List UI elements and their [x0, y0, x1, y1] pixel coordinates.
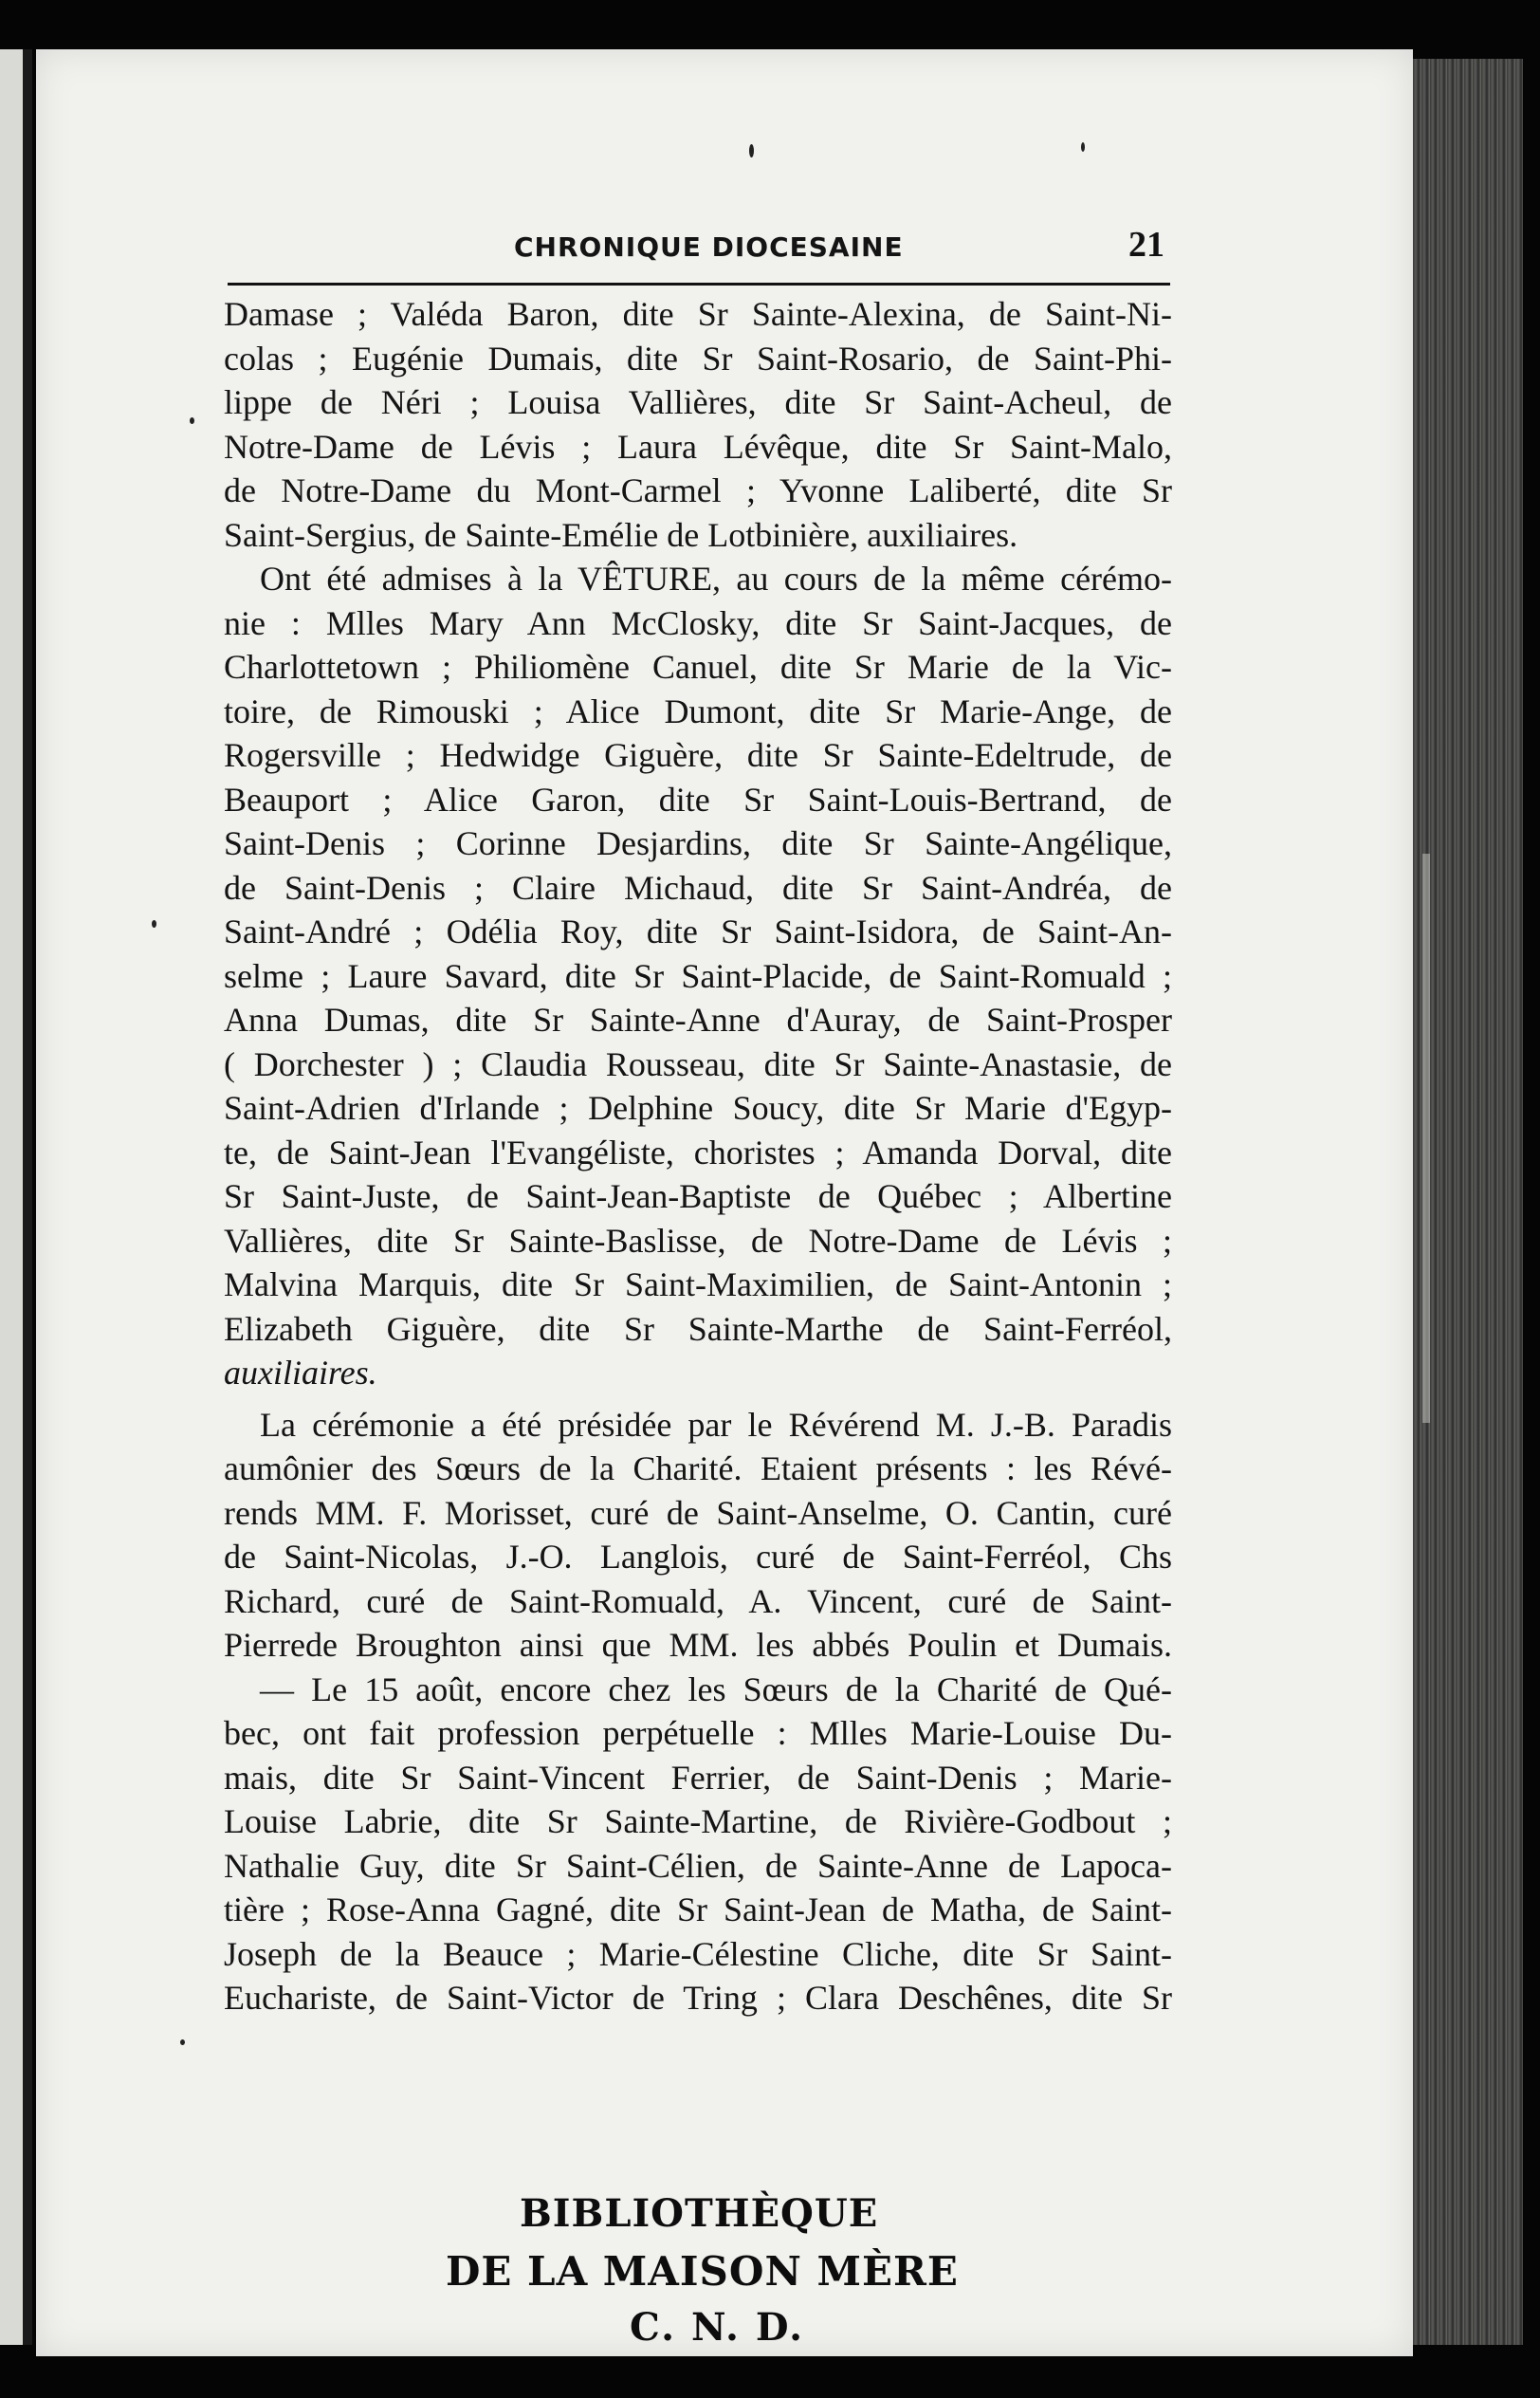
- ink-speck: [180, 2039, 185, 2045]
- text-line: Richard, curé de Saint-Romuald, A. Vincent, curé de Saint-: [224, 1581, 1172, 1620]
- text-line: de Notre-Dame du Mont-Carmel ; Yvonne Laliberté, dite Sr: [224, 471, 1172, 509]
- ink-speck: [1081, 142, 1085, 152]
- text-line: Nathalie Guy, dite Sr Saint-Célien, de Sainte-Anne de Lapoca-: [224, 1846, 1172, 1885]
- text-line: nie : Mlles Mary Ann McClosky, dite Sr Saint-Jacques, de: [224, 603, 1172, 642]
- paragraph-start-line: — Le 15 août, encore chez les Sœurs de la Charité de Qué-: [260, 1669, 1172, 1708]
- text-line: Rogersville ; Hedwidge Giguère, dite Sr Sainte-Edeltrude, de: [224, 736, 1172, 774]
- stamp-line-2: DE LA MAISON MÈRE: [446, 2248, 959, 2295]
- running-header: [228, 216, 1170, 286]
- text-line: Saint-Sergius, de Sainte-Emélie de Lotbinière, auxiliaires.: [224, 515, 1018, 554]
- left-page-edge: [0, 49, 32, 2345]
- text-line: Vallières, dite Sr Sainte-Baslisse, de Notre-Dame de Lévis ;: [224, 1221, 1172, 1260]
- text-line: Charlottetown ; Philiomène Canuel, dite Sr Marie de la Vic-: [224, 648, 1172, 686]
- text-line: bec, ont fait profession perpétuelle : Mlles Marie-Louise Du-: [224, 1714, 1172, 1752]
- paragraph-start-line: Ont été admises à la VÊTURE, au cours de la même cérémo-: [260, 560, 1172, 598]
- text-line: de Saint-Denis ; Claire Michaud, dite Sr Saint-Andréa, de: [224, 868, 1172, 907]
- text-line: Saint-Adrien d'Irlande ; Delphine Soucy, dite Sr Marie d'Egyp-: [224, 1089, 1172, 1127]
- text-line: Damase ; Valéda Baron, dite Sr Sainte-Alexina, de Saint-Ni-: [224, 295, 1172, 333]
- text-line: Anna Dumas, dite Sr Sainte-Anne d'Auray, de Saint-Prosper: [224, 1001, 1172, 1039]
- paragraph-start-line: La cérémonie a été présidée par le Révérend M. J.-B. Paradis: [260, 1405, 1172, 1444]
- text-line: selme ; Laure Savard, dite Sr Saint-Placide, de Saint-Romuald ;: [224, 956, 1172, 995]
- text-line: toire, de Rimouski ; Alice Dumont, dite Sr Marie-Ange, de: [224, 692, 1172, 730]
- text-line: Euchariste, de Saint-Victor de Tring ; Clara Deschênes, dite Sr: [224, 1979, 1172, 2017]
- text-line: Notre-Dame de Lévis ; Laura Lévêque, dite Sr Saint-Malo,: [224, 427, 1172, 466]
- text-line: Malvina Marquis, dite Sr Saint-Maximilien, de Saint-Antonin ;: [224, 1265, 1172, 1303]
- text-line: aumônier des Sœurs de la Charité. Etaient présents : les Révé-: [224, 1449, 1172, 1487]
- ink-speck: [152, 920, 156, 928]
- text-line: ( Dorchester ) ; Claudia Rousseau, dite Sr Sainte-Anastasie, de: [224, 1044, 1172, 1083]
- stamp-line-3: C. N. D.: [630, 2305, 805, 2350]
- page-number: 21: [1128, 225, 1164, 265]
- stamp-line-1: BIBLIOTHÈQUE: [520, 2191, 879, 2236]
- text-line: lippe de Néri ; Louisa Vallières, dite Sr Saint-Acheul, de: [224, 383, 1172, 421]
- page-edge-highlight: [1422, 854, 1430, 1423]
- text-line: tière ; Rose-Anna Gagné, dite Sr Saint-Jean de Matha, de Saint-: [224, 1891, 1172, 1928]
- running-title: CHRONIQUE DIOCESAINE: [514, 231, 904, 263]
- text-line: Louise Labrie, dite Sr Sainte-Martine, de Rivière-Godbout ;: [224, 1802, 1172, 1840]
- text-line: Saint-Denis ; Corinne Desjardins, dite Sr Sainte-Angélique,: [224, 824, 1172, 862]
- text-line: te, de Saint-Jean l'Evangéliste, choristes ; Amanda Dorval, dite: [224, 1133, 1172, 1171]
- text-line: Joseph de la Beauce ; Marie-Célestine Cliche, dite Sr Saint-: [224, 1934, 1172, 1973]
- library-stamp: [446, 2191, 977, 2362]
- text-line: Sr Saint-Juste, de Saint-Jean-Baptiste de Québec ; Albertine: [224, 1177, 1172, 1215]
- text-line: mais, dite Sr Saint-Vincent Ferrier, de Saint-Denis ; Marie-: [224, 1758, 1172, 1797]
- text-line: de Saint-Nicolas, J.-O. Langlois, curé de Saint-Ferréol, Chs: [224, 1538, 1172, 1576]
- text-line: colas ; Eugénie Dumais, dite Sr Saint-Rosario, de Saint-Phi-: [224, 339, 1172, 378]
- text-line: Saint-André ; Odélia Roy, dite Sr Saint-Isidora, de Saint-An-: [224, 913, 1172, 950]
- text-line: Beauport ; Alice Garon, dite Sr Saint-Louis-Bertrand, de: [224, 780, 1172, 819]
- text-line: Elizabeth Giguère, dite Sr Sainte-Marthe de Saint-Ferréol,: [224, 1309, 1172, 1348]
- text-line: rends MM. F. Morisset, curé de Saint-Anselme, O. Cantin, curé: [224, 1493, 1172, 1532]
- text-line-italic: auxiliaires.: [224, 1354, 377, 1392]
- text-line: Pierrede Broughton ainsi que MM. les abbés Poulin et Dumais.: [224, 1626, 1172, 1664]
- body-text: [224, 292, 1172, 2020]
- ink-speck: [190, 417, 194, 424]
- ink-speck: [749, 144, 754, 157]
